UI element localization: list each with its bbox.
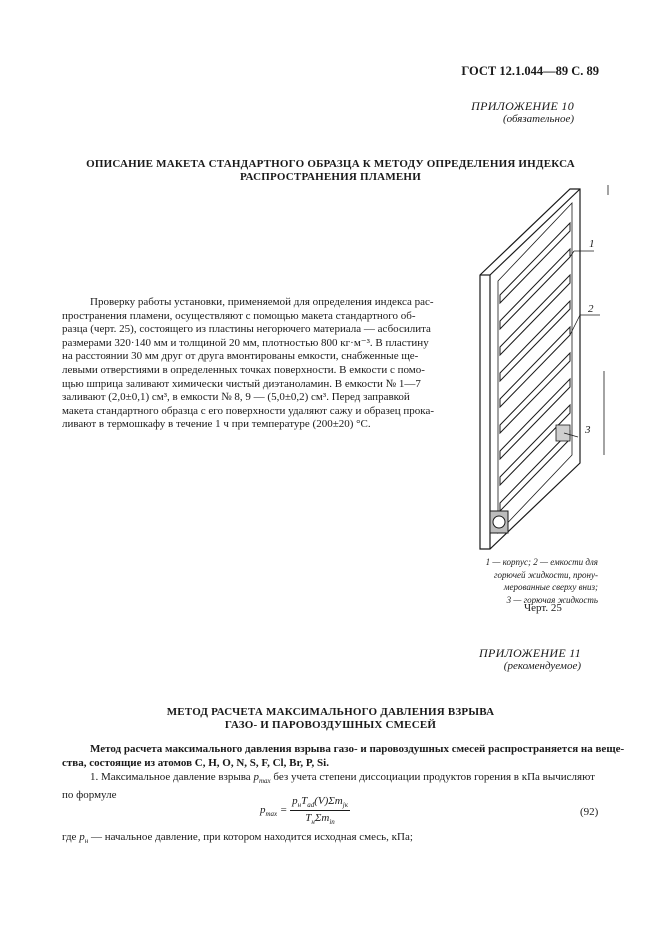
paragraph-line: размерами 320·140 мм и толщиной 20 мм, плотностью 800 кг·м⁻³. В пластину — [62, 336, 429, 349]
cutaway-detail-bottom — [490, 511, 508, 533]
item-1-line-2: по формуле — [62, 789, 117, 802]
paragraph-line: разца (черт. 25), состоящего из пластины негорючего материала — асбосилита — [62, 323, 431, 336]
formula-92: $p_{max}$ = $\frac{p_нT_{ad}(V)\Sigma m_{jк}}{T_н\Sigma m_{in}}$ — [260, 795, 348, 827]
section-2-title — [62, 706, 599, 732]
section-2-body — [62, 742, 625, 802]
caption-line: горючей жидкости, прону- — [493, 569, 598, 580]
section-1-title-line1: ОПИСАНИЕ МАКЕТА СТАНДАРТНОГО ОБРАЗЦА К МЕТОДУ ОПРЕДЕЛЕНИЯ ИНДЕКСА — [86, 158, 575, 170]
cutaway-detail-liquid — [556, 425, 570, 441]
paragraph-line: Проверку работы установки, применяемой для определения индекса рас- — [90, 296, 434, 308]
specimen-drawing — [470, 185, 610, 555]
section-2-title-line1: МЕТОД РАСЧЕТА МАКСИМАЛЬНОГО ДАВЛЕНИЯ ВЗРЫВА — [166, 706, 495, 718]
annex-10-heading — [471, 100, 574, 126]
annex-11-status: (рекомендуемое) — [503, 660, 581, 672]
item-1-prefix: 1. Максимальное давление взрыва — [90, 771, 251, 783]
paragraph-line: левыми отверстиями в определенных точках поверхности. В емкости с помо- — [62, 363, 425, 376]
callout-1: 1 — [589, 238, 595, 250]
section-1-paragraph — [62, 296, 448, 432]
paragraph-line: на расстоянии 30 мм друг от друга вмонтированы емкости, снабженные ще- — [62, 350, 419, 363]
where-text: — начальное давление, при котором находится исходная смесь, кПа; — [90, 831, 413, 843]
section-1-title — [62, 158, 599, 184]
callout-2: 2 — [588, 303, 594, 315]
paragraph-line: заливают (2,0±0,1) см³, в емкости № 8, 9 — (5,0±0,2) см³. Перед заправкой — [62, 391, 410, 404]
section-2-title-line2: ГАЗО- И ПАРОВОЗДУШНЫХ СМЕСЕЙ — [224, 719, 437, 731]
intro-line-2: ства, состоящие из атомов C, H, O, N, S, F, Cl, Br, P, Si. — [62, 757, 329, 769]
callout-3: 3 — [585, 424, 591, 436]
paragraph-line: ливают в термошкафу в течение 1 ч при температуре (200±20) °С. — [62, 418, 371, 431]
section-1-title-line2: РАСПРОСТРАНЕНИЯ ПЛАМЕНИ — [240, 171, 421, 183]
symbol-pn: $p_н$ — [79, 831, 89, 846]
caption-line: 3 — горючая жидкость — [506, 594, 598, 605]
symbol-pmax: $p_{max}$ — [253, 771, 271, 786]
annex-10-status: (обязательное) — [502, 113, 574, 125]
annex-10-title: ПРИЛОЖЕНИЕ 10 — [471, 99, 574, 113]
figure-label: Черт. 25 — [524, 602, 562, 614]
annex-11-title: ПРИЛОЖЕНИЕ 11 — [479, 646, 581, 660]
item-1-line — [62, 770, 599, 788]
where-clause — [62, 830, 599, 848]
where-prefix: где — [62, 831, 77, 843]
caption-line: мерованные сверху вниз; — [503, 582, 598, 592]
page-header: ГОСТ 12.1.044—89 С. 89 — [461, 64, 599, 78]
paragraph-line: пространения пламени, осуществляют с помощью макета стандартного об- — [62, 309, 416, 322]
paragraph-line: щью шприца заливают химически чистый диэтаноламин. В емкости № 1—7 — [62, 377, 421, 390]
equation-number: (92) — [580, 806, 599, 818]
paragraph-line: макета стандартного образца с его поверхности удаляют сажу и образец прока- — [62, 404, 435, 417]
caption-line: 1 — корпус; 2 — емкости для — [485, 557, 598, 567]
item-1-suffix: без учета степени диссоциации продуктов горения в кПа вычисляют — [273, 771, 595, 783]
figure-caption — [462, 556, 598, 606]
intro-line-1: Метод расчета максимального давления взрыва газо- и паровоздушных смесей распространяется на веще- — [90, 743, 625, 755]
annex-11-heading — [479, 647, 581, 673]
